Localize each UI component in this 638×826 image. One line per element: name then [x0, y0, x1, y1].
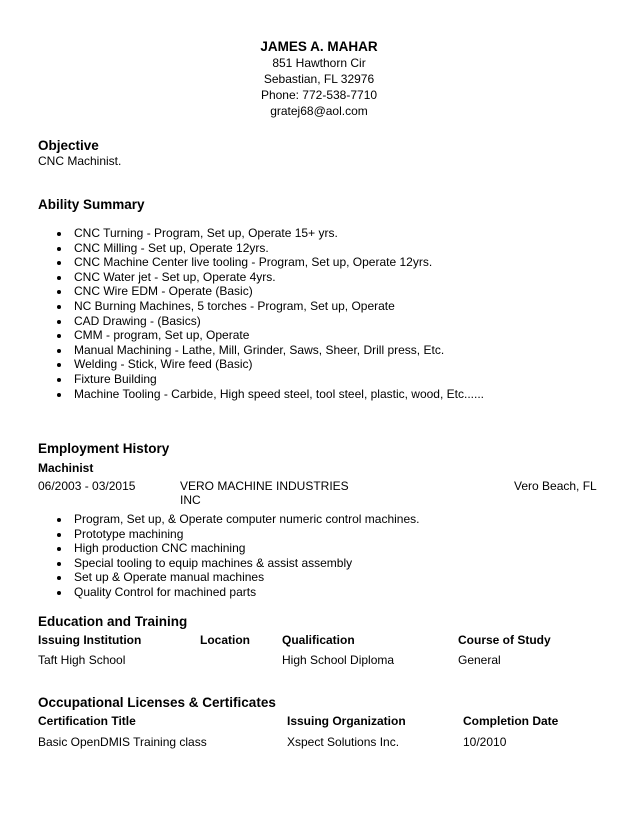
- employment-heading: Employment History: [38, 441, 170, 456]
- bullet-icon: [57, 232, 61, 236]
- bullet-icon: [57, 334, 61, 338]
- contact-phone: Phone: 772-538-7710: [260, 88, 378, 102]
- objective-text: CNC Machinist.: [38, 154, 122, 168]
- job-dates: 06/2003 - 03/2015: [38, 479, 136, 493]
- education-institution: Taft High School: [38, 653, 126, 667]
- bullet-icon: [57, 261, 61, 265]
- education-qualification: High School Diploma: [282, 653, 395, 667]
- job-location: Vero Beach, FL: [514, 479, 597, 493]
- list-item: CNC Turning - Program, Set up, Operate 15+ yrs.: [38, 226, 484, 241]
- address-street: 851 Hawthorn Cir: [272, 56, 366, 70]
- col-issuing-organization: Issuing Organization: [287, 714, 406, 728]
- duties-list: [38, 512, 420, 600]
- company-name: VERO MACHINE INDUSTRIES: [180, 479, 349, 493]
- resume-name: JAMES A. MAHAR: [260, 39, 378, 54]
- list-item: CNC Milling - Set up, Operate 12yrs.: [38, 241, 484, 256]
- list-item: High production CNC machining: [38, 541, 420, 556]
- certification-title: Basic OpenDMIS Training class: [38, 735, 207, 749]
- col-qualification: Qualification: [282, 633, 355, 647]
- contact-email: gratej68@aol.com: [270, 104, 368, 118]
- list-item: CNC Machine Center live tooling - Program, Set up, Operate 12yrs.: [38, 255, 484, 270]
- list-item: NC Burning Machines, 5 torches - Program, Set up, Operate: [38, 299, 484, 314]
- bullet-icon: [57, 562, 61, 566]
- col-issuing-institution: Issuing Institution: [38, 633, 142, 647]
- list-item: CAD Drawing - (Basics): [38, 314, 484, 329]
- list-item: CMM - program, Set up, Operate: [38, 328, 484, 343]
- bullet-icon: [57, 533, 61, 537]
- list-item: Set up & Operate manual machines: [38, 570, 420, 585]
- bullet-icon: [57, 363, 61, 367]
- certification-date: 10/2010: [463, 735, 507, 749]
- bullet-icon: [57, 518, 61, 522]
- address-city: Sebastian, FL 32976: [263, 72, 375, 86]
- bullet-icon: [57, 276, 61, 280]
- bullet-icon: [57, 290, 61, 294]
- list-item: Welding - Stick, Wire feed (Basic): [38, 357, 484, 372]
- bullet-icon: [57, 393, 61, 397]
- list-item: Prototype machining: [38, 527, 420, 542]
- list-item: Quality Control for machined parts: [38, 585, 420, 600]
- list-item: Fixture Building: [38, 372, 484, 387]
- col-location: Location: [200, 633, 250, 647]
- bullet-icon: [57, 320, 61, 324]
- col-course-of-study: Course of Study: [458, 633, 551, 647]
- bullet-icon: [57, 247, 61, 251]
- col-certification-title: Certification Title: [38, 714, 136, 728]
- list-item: Special tooling to equip machines & assist assembly: [38, 556, 420, 571]
- job-title: Machinist: [38, 461, 94, 475]
- licenses-heading: Occupational Licenses & Certificates: [38, 695, 276, 710]
- bullet-icon: [57, 305, 61, 309]
- list-item: CNC Water jet - Set up, Operate 4yrs.: [38, 270, 484, 285]
- objective-heading: Objective: [38, 138, 99, 153]
- bullet-icon: [57, 378, 61, 382]
- col-completion-date: Completion Date: [463, 714, 559, 728]
- list-item: CNC Wire EDM - Operate (Basic): [38, 284, 484, 299]
- ability-list: [38, 226, 484, 401]
- certification-organization: Xspect Solutions Inc.: [287, 735, 400, 749]
- list-item: Machine Tooling - Carbide, High speed steel, tool steel, plastic, wood, Etc......: [38, 387, 484, 402]
- education-heading: Education and Training: [38, 614, 188, 629]
- bullet-icon: [57, 576, 61, 580]
- bullet-icon: [57, 591, 61, 595]
- list-item: Program, Set up, & Operate computer numeric control machines.: [38, 512, 420, 527]
- bullet-icon: [57, 349, 61, 353]
- list-item: Manual Machining - Lathe, Mill, Grinder, Saws, Sheer, Drill press, Etc.: [38, 343, 484, 358]
- company-name-cont: INC: [180, 493, 201, 507]
- bullet-icon: [57, 547, 61, 551]
- education-course: General: [458, 653, 501, 667]
- ability-heading: Ability Summary: [38, 197, 145, 212]
